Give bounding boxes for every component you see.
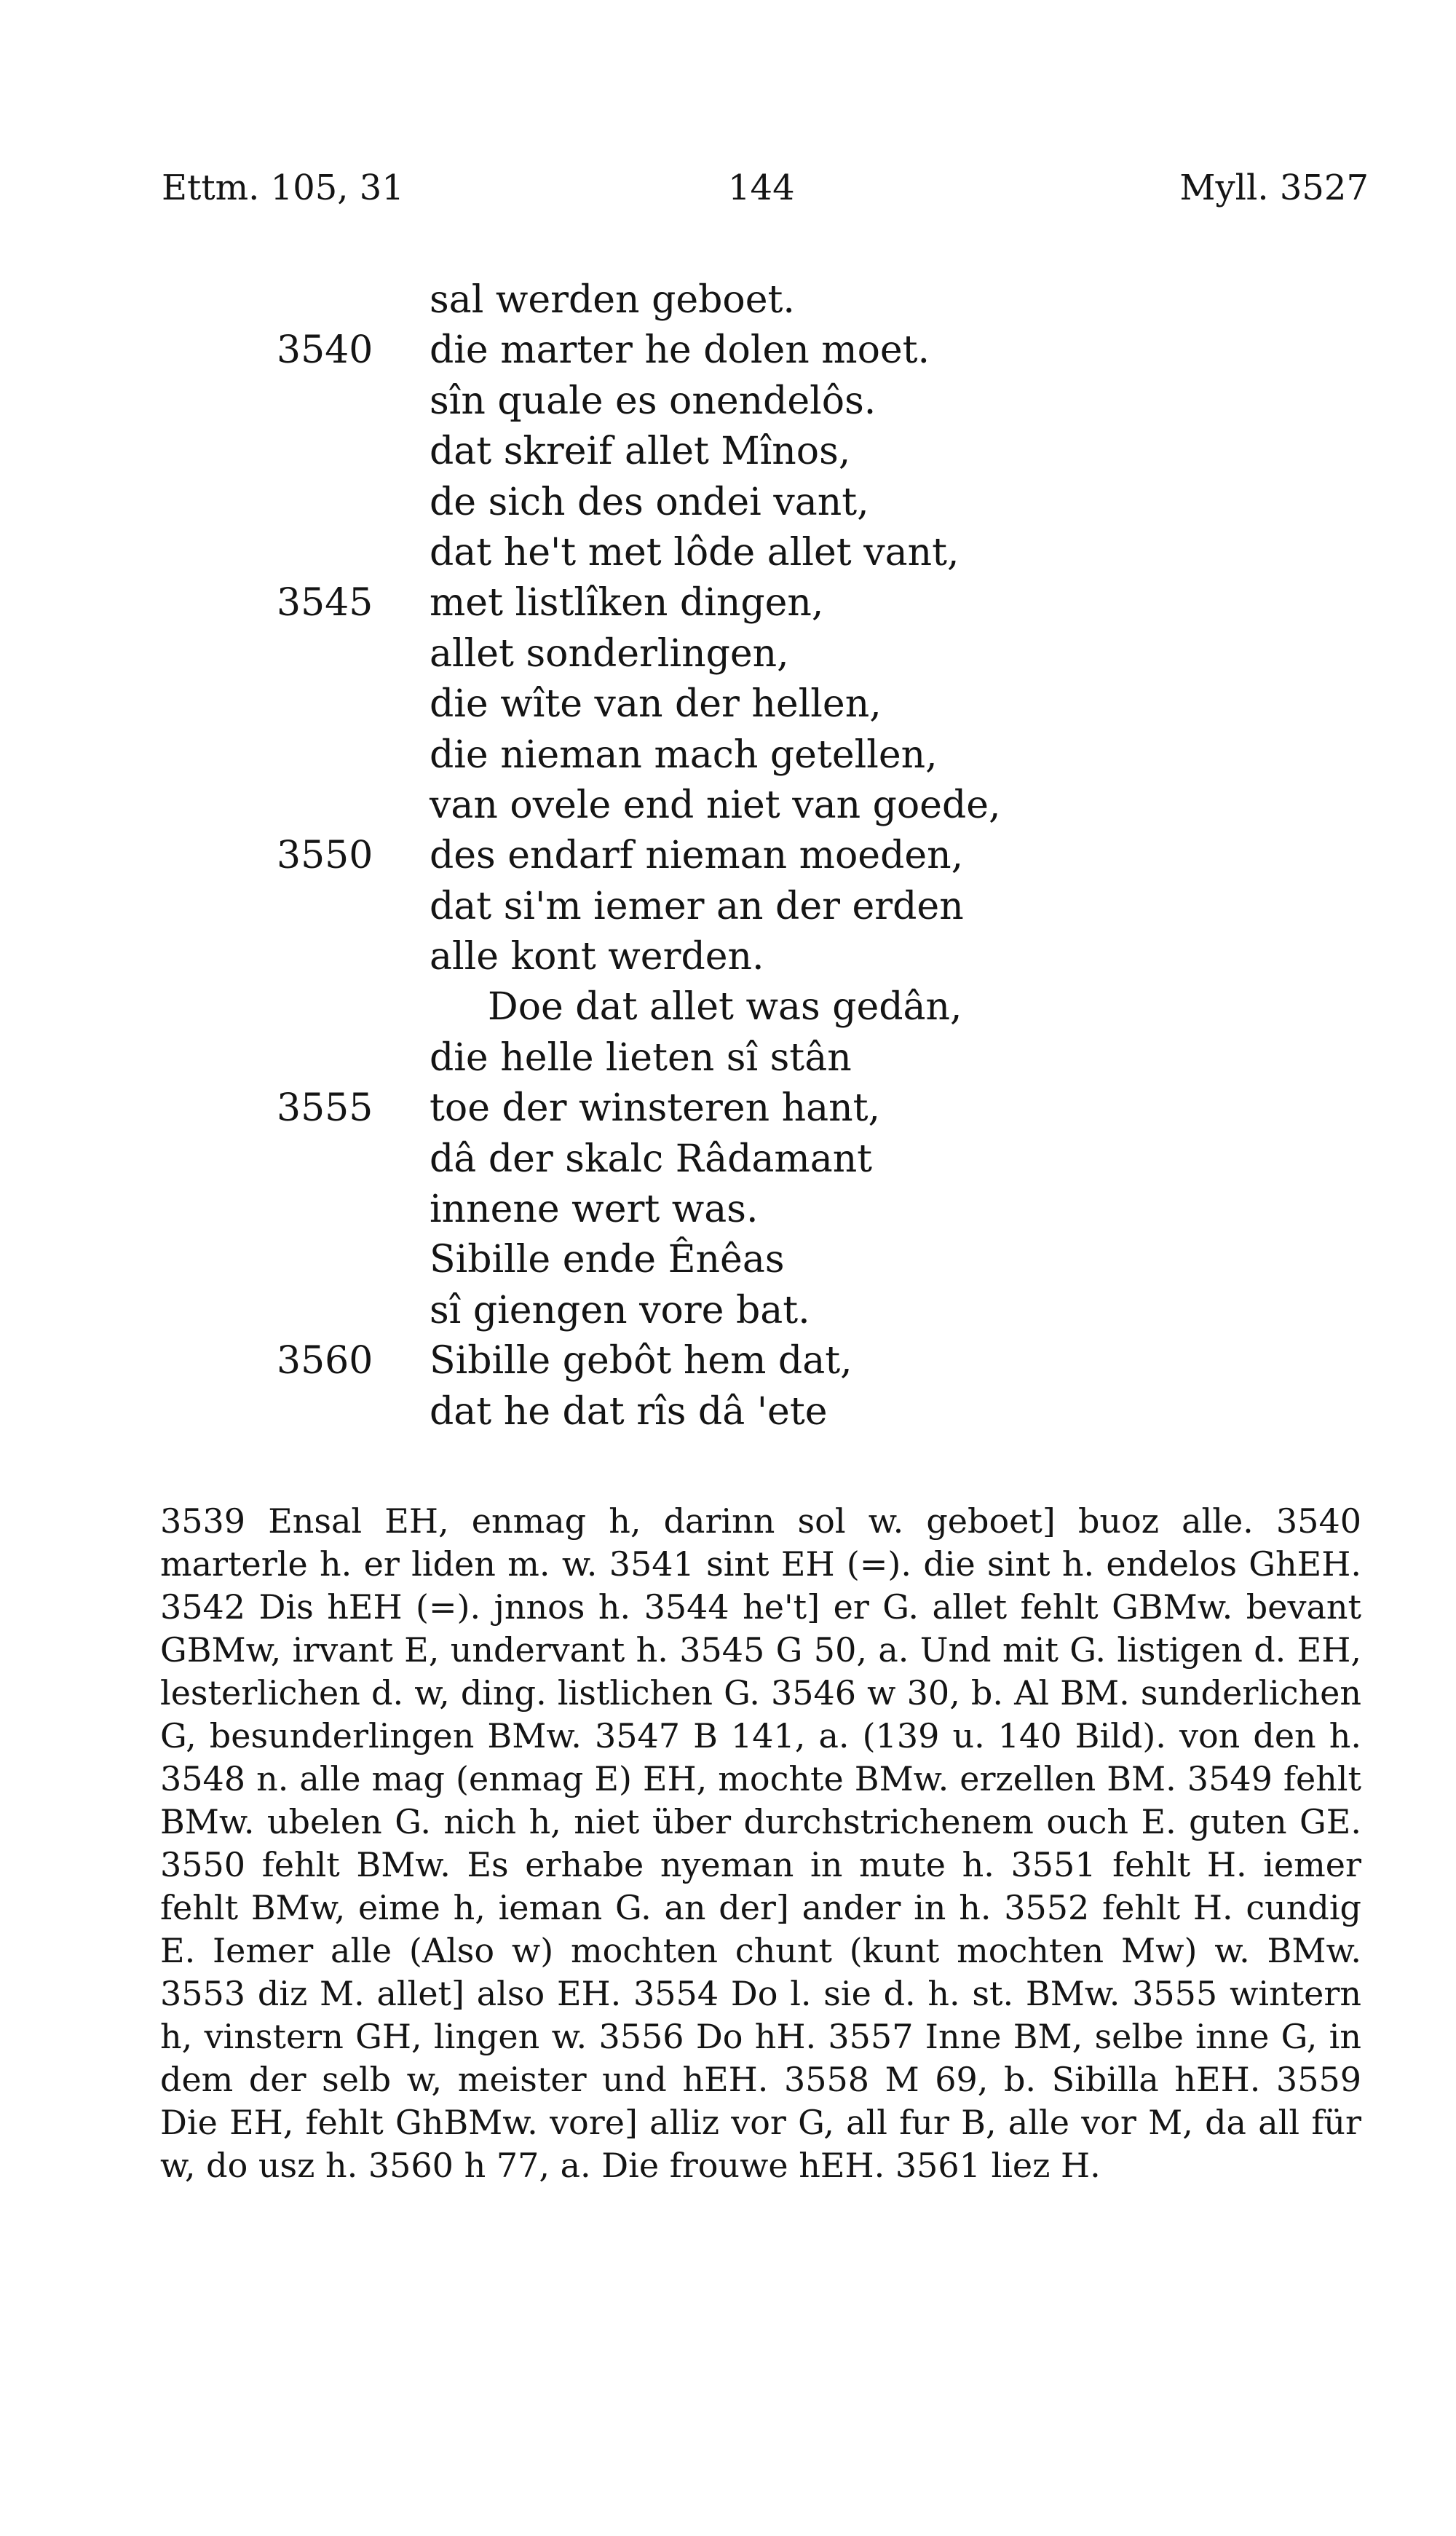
verse-line (277, 1134, 1369, 1185)
verse-line-text: die helle lieten sî stân (430, 1035, 852, 1080)
verse-line (277, 730, 1369, 781)
verse-line-text: die marter he dolen moet. (430, 328, 930, 373)
verse-line-text: des endarf nieman moeden, (430, 834, 964, 878)
verse-line-text: sî giengen vore bat. (430, 1288, 810, 1332)
line-number: 3540 (277, 328, 373, 373)
verse-line (277, 1387, 1369, 1437)
verse-line (277, 1336, 1369, 1386)
verse-line-text: van ovele end niet van goede, (430, 783, 1001, 827)
verse-line (277, 1185, 1369, 1235)
verse-line-text: Doe dat allet was gedân, (488, 985, 962, 1030)
verse-line-text: innene wert was. (430, 1188, 759, 1232)
verse-line (277, 982, 1369, 1032)
verse-line (277, 1083, 1369, 1134)
line-number: 3550 (277, 834, 373, 878)
line-number: 3545 (277, 581, 373, 625)
verse-line (277, 831, 1369, 881)
verse-line-text: allet sonderlingen, (430, 631, 789, 676)
verse-line-text: die wîte van der hellen, (430, 682, 882, 727)
verse-line (277, 376, 1369, 427)
verse-line (277, 478, 1369, 528)
verse-line-text: sal werden geboet. (430, 278, 795, 322)
verse-line-text: de sich des ondei vant, (430, 480, 869, 524)
verse-line-text: die nieman mach getellen, (430, 732, 938, 777)
line-number: 3560 (277, 1339, 373, 1383)
verse-line (277, 578, 1369, 628)
verse-line-text: dat si'm iemer an der erden (430, 884, 964, 928)
verse-line (277, 1286, 1369, 1336)
verse-line (277, 882, 1369, 932)
verse-line (277, 1235, 1369, 1285)
verse-line (277, 1033, 1369, 1083)
verse-line (277, 275, 1369, 325)
page-number: 144 (728, 167, 795, 208)
verse-line-text: met listlîken dingen, (430, 581, 824, 625)
apparatus-text: 3539 Ensal EH, enmag h, darinn sol w. geboet] buoz alle. 3540 marterle h. er liden m. w. 3541 sint EH (=). die sint h. endelos GhEH. 3542 Dis hEH (=). jnnos h. 3544 he't] er G. allet fehlt GBMw. bevant GBMw, irvant E, undervant h. 3545 G 50, a. Und mit G. listigen d. EH, lesterlichen d. w, ding. listlichen G. 3546 w 30, b. Al BM. sunderlichen G, besunderlingen BMw. 3547 B 141, a. (139 u. 140 Bild). von den h. 3548 n. alle mag (enmag E) EH, mochte BMw. erzellen BM. 3549 fehlt BMw. ubelen G. nich h, niet über durchstrichenem ouch E. guten GE. 3550 fehlt BMw. Es erhabe nyeman in mute h. 3551 fehlt H. iemer fehlt BMw, eime h, ieman G. an der] ander in h. 3552 fehlt H. cundig E. Iemer alle (Also w) mochten chunt (kunt mochten Mw) w. BMw. 3553 diz M. allet] also EH. 3554 Do l. sie d. h. st. BMw. 3555 wintern h, vinstern GH, lingen w. 3556 Do hH. 3557 Inne BM, selbe inne G, in dem der selb w, meister und hEH. 3558 M 69, b. Sibilla hEH. 3559 Die EH, fehlt GhBMw. vore] alliz vor G, all fur B, alle vor M, da all für w, do usz h. 3560 h 77, a. Die frouwe hEH. 3561 liez H. (160, 1501, 1361, 2185)
line-number: 3555 (277, 1086, 373, 1131)
verse-line-text: dat he't met lôde allet vant, (430, 530, 960, 574)
verse-line-text: Sibille ende Ênêas (430, 1238, 785, 1282)
verse-text (277, 275, 1369, 1437)
verse-line (277, 528, 1369, 578)
verse-line-text: dat skreif allet Mînos, (430, 430, 851, 474)
verse-line-text: Sibille gebôt hem dat, (430, 1339, 852, 1383)
verse-line (277, 679, 1369, 730)
critical-apparatus (160, 1500, 1361, 2187)
verse-line (277, 427, 1369, 477)
verse-line (277, 781, 1369, 831)
verse-line-text: dâ der skalc Râdamant (430, 1137, 873, 1181)
verse-line (277, 932, 1369, 982)
verse-line (277, 629, 1369, 679)
verse-line-text: alle kont werden. (430, 935, 764, 979)
verse-line-text: dat he dat rîs dâ 'ete (430, 1389, 828, 1434)
verse-line-text: sîn quale es onendelôs. (430, 379, 877, 423)
running-header-left: Ettm. 105, 31 (162, 167, 404, 208)
running-header-right: Myll. 3527 (1179, 167, 1369, 208)
verse-line-text: toe der winsteren hant, (430, 1086, 880, 1131)
verse-line (277, 325, 1369, 376)
